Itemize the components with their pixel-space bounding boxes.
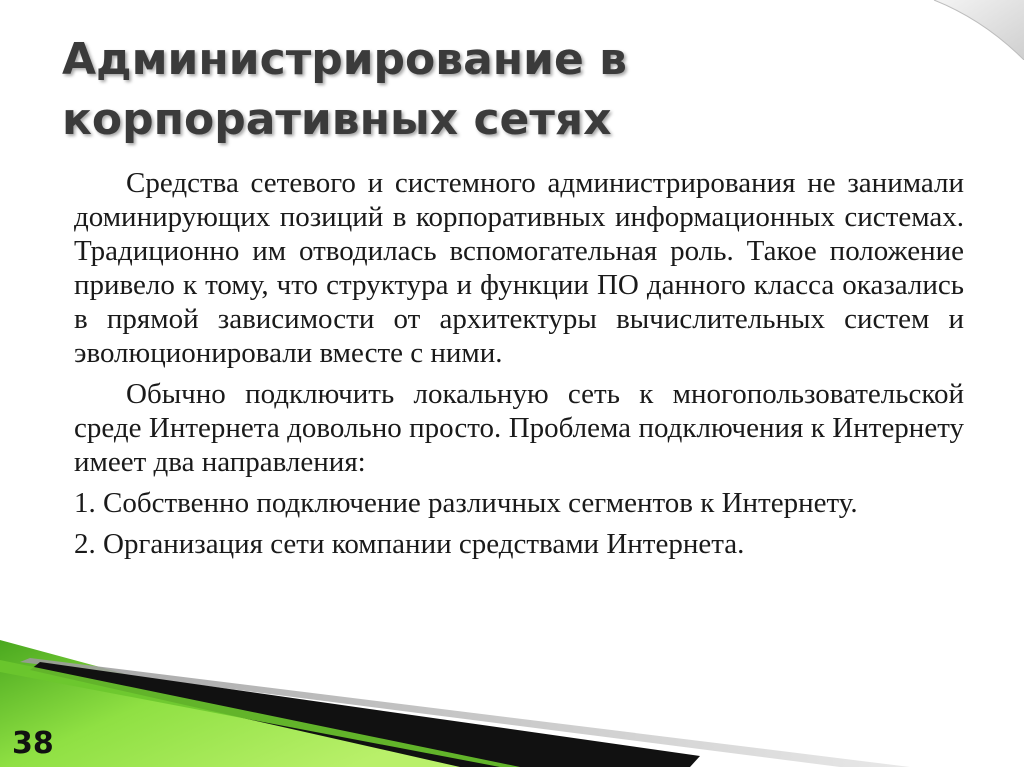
list-item-1: 1. Собственно подключение различных сегментов к Интернету. bbox=[74, 487, 858, 519]
list-item-2: 2. Организация сети компании средствами Интернета. bbox=[74, 528, 745, 560]
slide-title-line-2: корпоративных сетях bbox=[62, 94, 612, 145]
slide-content bbox=[74, 166, 964, 568]
corner-decoration bbox=[0, 600, 1024, 767]
paragraph-1: Средства сетевого и системного администрирования не занимали доминирующих позиций в корпоративных информационных системах. Традиционно им отводилась вспомогательная роль. Такое положение привело к тому, что структура и функции ПО данного класса оказались в прямой зависимости от архитектуры вычислительных систем и эволюционировали вместе с ними. bbox=[74, 167, 964, 369]
page-number: 38 bbox=[12, 726, 54, 761]
slide-title bbox=[62, 30, 962, 150]
paragraph-2: Обычно подключить локальную сеть к многопользовательской среде Интернета довольно просто. Проблема подключения к Интернету имеет два направления: bbox=[74, 378, 964, 478]
slide-title-line-1: Администрирование в bbox=[62, 34, 628, 85]
